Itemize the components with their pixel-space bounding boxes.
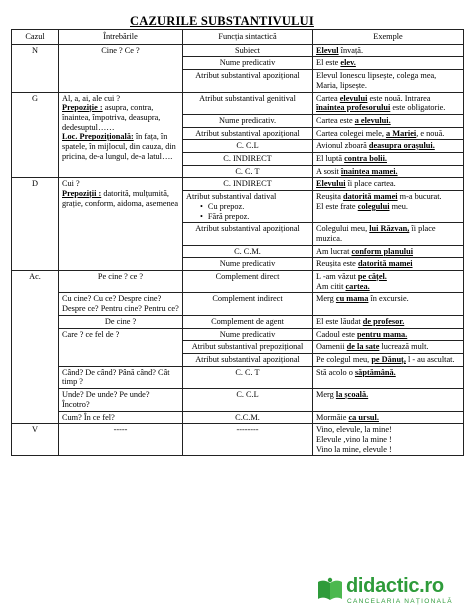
- function-cell: Subiect: [183, 44, 313, 57]
- logo-subtitle: CANCELARIA NAȚIONALĂ: [347, 598, 453, 605]
- table-row: [12, 366, 464, 388]
- questions-cell: Al, a, ai, ale cui ? Prepoziție : asupra, contra, înaintea, împotriva, deasupra, dedesuptul…… Loc. Prepozițională: în fața, în spatele, în mijlocul, din cauza, din pricina, de-a lungul, de-a latul….: [59, 92, 183, 178]
- example-cell: Elevul învață.: [313, 44, 464, 57]
- header-examples: Exemple: [313, 30, 464, 45]
- page-title: CAZURILE SUBSTANTIVULUI: [130, 14, 314, 28]
- example-cell: Cartea colegei mele, a Mariei, e nouă.: [313, 127, 464, 140]
- table-row: [12, 178, 464, 191]
- questions-cell: Cine ? Ce ?: [59, 44, 183, 92]
- example-cell: El luptă contra bolii.: [313, 153, 464, 166]
- function-cell: Nume predicativ.: [183, 114, 313, 127]
- example-cell: Mormăie ca ursul.: [313, 411, 464, 424]
- function-cell: C. C. T: [183, 366, 313, 388]
- case-vocative: V: [12, 424, 59, 456]
- example-cell: Cartea este a elevului.: [313, 114, 464, 127]
- example-cell: Cadoul este pentru mama.: [313, 328, 464, 341]
- example-cell: Merg la școală.: [313, 389, 464, 411]
- example-cell: Cartea elevului este nouă. Intrarea înaintea profesorului este obligatorie.: [313, 92, 464, 114]
- function-cell: Atribut substantival apozițional: [183, 70, 313, 92]
- questions-cell: Care ? ce fel de ?: [59, 328, 183, 366]
- header-function: Funcția sintactică: [183, 30, 313, 45]
- function-cell: Nume predicativ: [183, 328, 313, 341]
- table-row: [12, 389, 464, 411]
- function-cell: Atribut substantival prepozițional: [183, 341, 313, 354]
- example-cell: Am lucrat conform planului: [313, 245, 464, 258]
- questions-cell: Pe cine ? ce ?: [59, 271, 183, 293]
- example-cell: Merg cu mama în excursie.: [313, 293, 464, 315]
- example-cell: Elevului îi place cartea.: [313, 178, 464, 191]
- example-cell: Reușita datorită mamei m-a bucurat. El este frate colegului meu.: [313, 191, 464, 223]
- example-cell: Oamenii de la sate lucrează mult.: [313, 341, 464, 354]
- function-cell: Nume predicativ: [183, 258, 313, 271]
- function-cell: Atribut substantival genitival: [183, 92, 313, 114]
- didactic-logo[interactable]: [316, 575, 466, 609]
- function-cell: C. C. T: [183, 165, 313, 178]
- example-cell: L -am văzut pe cățel. Am citit cartea.: [313, 271, 464, 293]
- function-cell: --------: [183, 424, 313, 456]
- questions-cell: Unde? De unde? Pe unde? Încotro?: [59, 389, 183, 411]
- function-cell: C. C.L: [183, 389, 313, 411]
- table-row: [12, 411, 464, 424]
- questions-cell: Cu cine? Cu ce? Despre cine? Despre ce? Pentru cine? Pentru ce?: [59, 293, 183, 315]
- example-cell: El este elev.: [313, 57, 464, 70]
- list-item: • Cu prepoz.: [200, 202, 309, 212]
- questions-cell: Cui ? Prepoziții : datorită, mulțumită, grație, conform, aidoma, asemenea: [59, 178, 183, 271]
- header-questions: Întrebările: [59, 30, 183, 45]
- function-cell: Atribut substantival apozițional: [183, 223, 313, 245]
- table-row: [12, 424, 464, 456]
- table-row: [12, 293, 464, 315]
- function-cell: Complement indirect: [183, 293, 313, 315]
- function-cell: Complement direct: [183, 271, 313, 293]
- book-icon: [316, 577, 344, 603]
- example-cell: Stă acolo o săptămână.: [313, 366, 464, 388]
- case-dative: D: [12, 178, 59, 271]
- example-cell: Vino, elevule, la mine! Elevule ,vino la mine ! Vino la mine, elevule !: [313, 424, 464, 456]
- example-cell: Pe colegul meu, pe Dănuț, l - au ascultat.: [313, 353, 464, 366]
- table-header: [12, 30, 464, 45]
- case-accusative: Ac.: [12, 271, 59, 424]
- table-row: [12, 92, 464, 114]
- example-cell: El este lăudat de profesor.: [313, 315, 464, 328]
- example-cell: Reușita este datorită mamei: [313, 258, 464, 271]
- function-cell: C. C.M.: [183, 245, 313, 258]
- function-cell: Nume predicativ: [183, 57, 313, 70]
- example-cell: Avionul zboară deasupra orașului.: [313, 140, 464, 153]
- function-cell: C. C.L: [183, 140, 313, 153]
- case-genitive: G: [12, 92, 59, 178]
- example-cell: A sosit înaintea mamei.: [313, 165, 464, 178]
- table-row: [12, 315, 464, 328]
- table-row: [12, 44, 464, 57]
- example-cell: Colegului meu, lui Răzvan, îi place muzica.: [313, 223, 464, 245]
- function-cell: Atribut substantival apozițional: [183, 127, 313, 140]
- example-cell: Elevul Ionescu lipsește, colega mea, Maria, lipsește.: [313, 70, 464, 92]
- list-item: • Fără prepoz.: [200, 212, 309, 222]
- function-cell: C. INDIRECT: [183, 178, 313, 191]
- questions-cell: -----: [59, 424, 183, 456]
- function-cell: Atribut substantival apozițional: [183, 353, 313, 366]
- function-cell: C.C.M.: [183, 411, 313, 424]
- table-row: [12, 271, 464, 293]
- questions-cell: De cine ?: [59, 315, 183, 328]
- questions-cell: Când? De când? Până când? Cât timp ?: [59, 366, 183, 388]
- function-cell: Complement de agent: [183, 315, 313, 328]
- function-cell: C. INDIRECT: [183, 153, 313, 166]
- logo-brand: didactic.ro: [346, 575, 444, 597]
- header-case: Cazul: [12, 30, 59, 45]
- cases-table: [11, 29, 464, 456]
- function-cell: Atribut substantival datival • Cu prepoz. • Fără prepoz.: [183, 191, 313, 223]
- table-row: [12, 328, 464, 341]
- case-nominative: N: [12, 44, 59, 92]
- questions-cell: Cum? În ce fel?: [59, 411, 183, 424]
